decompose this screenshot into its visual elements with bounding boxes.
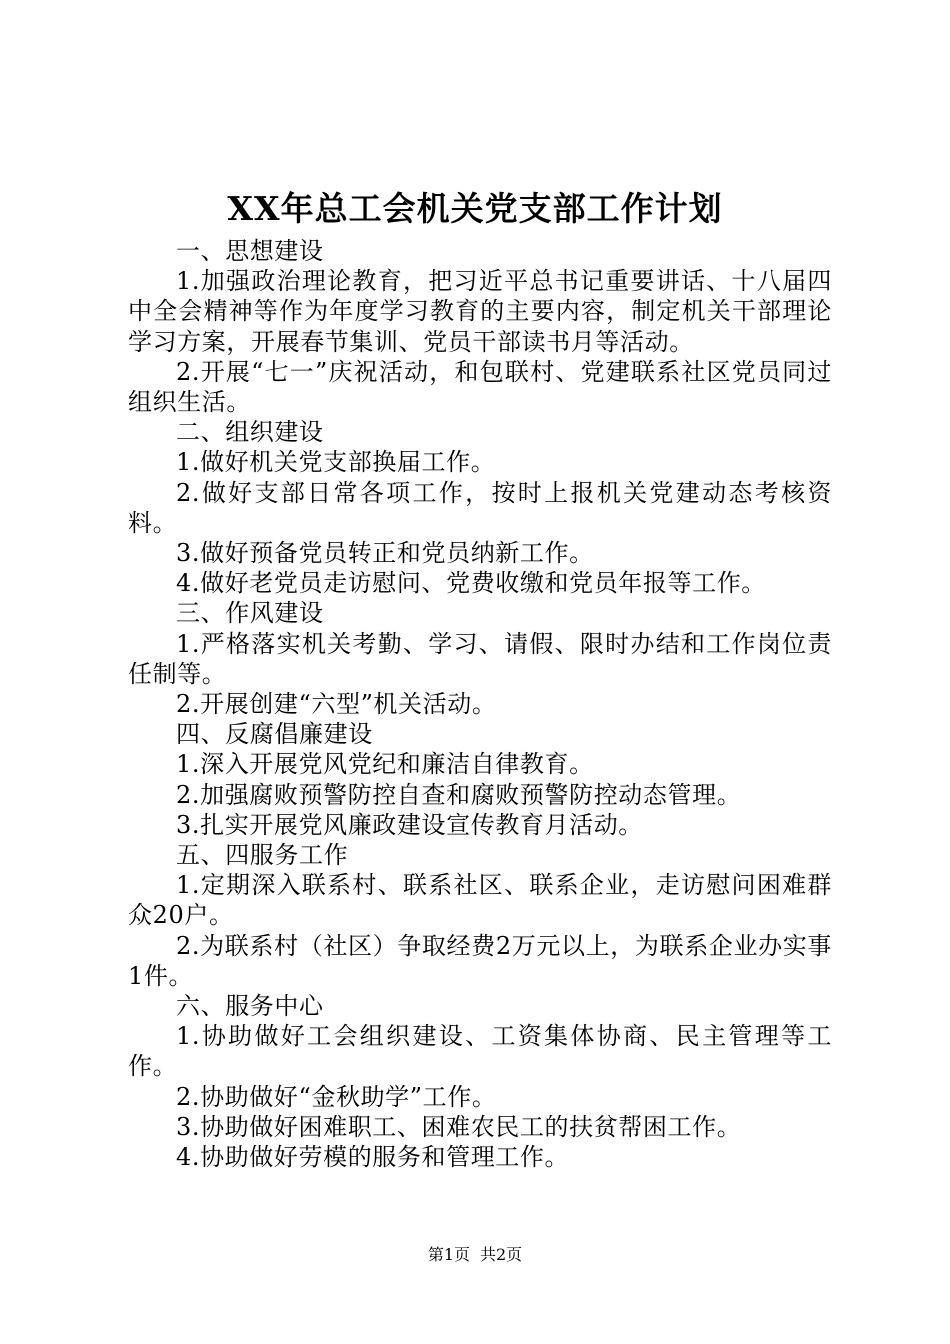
page-number: 第1页	[427, 1245, 470, 1264]
paragraph: 1.协助做好工会组织建设、工资集体协商、民主管理等工作。	[128, 1022, 832, 1081]
paragraph: 3.扎实开展党风廉政建设宣传教育月活动。	[176, 810, 643, 839]
paragraph: 1.做好机关党支部换届工作。	[176, 448, 496, 477]
section-heading: 三、作风建设	[176, 599, 324, 628]
paragraph: 2.为联系村（社区）争取经费2万元以上，为联系企业办实事1件。	[128, 931, 832, 990]
document-title: XX年总工会机关党支部工作计划	[227, 189, 723, 228]
section-heading: 二、组织建设	[176, 418, 324, 447]
paragraph: 2.做好支部日常各项工作，按时上报机关党建动态考核资料。	[128, 478, 832, 537]
paragraph: 2.开展创建“六型”机关活动。	[176, 690, 497, 719]
paragraph: 3.做好预备党员转正和党员纳新工作。	[176, 539, 594, 568]
paragraph: 1.定期深入联系村、联系社区、联系企业，走访慰问困难群众20户。	[128, 871, 832, 930]
paragraph: 3.协助做好困难职工、困难农民工的扶贫帮困工作。	[176, 1112, 742, 1141]
paragraph: 2.开展“七一”庆祝活动，和包联村、党建联系社区党员同过组织生活。	[128, 357, 832, 417]
section-heading: 六、服务中心	[176, 992, 324, 1021]
paragraph: 2.加强腐败预警防控自查和腐败预警防控动态管理。	[176, 780, 742, 809]
section-heading: 一、思想建设	[176, 237, 324, 265]
paragraph: 1.深入开展党风党纪和廉洁自律教育。	[176, 750, 594, 779]
section-heading: 四、反腐倡廉建设	[176, 720, 373, 749]
page-total: 共2页	[480, 1245, 523, 1264]
paragraph: 1.严格落实机关考勤、学习、请假、限时办结和工作岗位责任制等。	[128, 629, 832, 688]
document-body	[128, 236, 832, 1172]
paragraph: 1.加强政治理论教育，把习近平总书记重要讲话、十八届四中全会精神等作为年度学习教育的主要内容，制定机关干部理论学习方案，开展春节集训、党员干部读书月等活动。	[128, 267, 832, 356]
section-heading: 五、四服务工作	[176, 841, 349, 870]
page-footer	[0, 1244, 950, 1266]
paragraph: 4.协助做好劳模的服务和管理工作。	[176, 1143, 570, 1172]
paragraph: 2.协助做好“金秋助学”工作。	[176, 1082, 497, 1111]
paragraph: 4.做好老党员走访慰问、党费收缴和党员年报等工作。	[176, 569, 766, 598]
